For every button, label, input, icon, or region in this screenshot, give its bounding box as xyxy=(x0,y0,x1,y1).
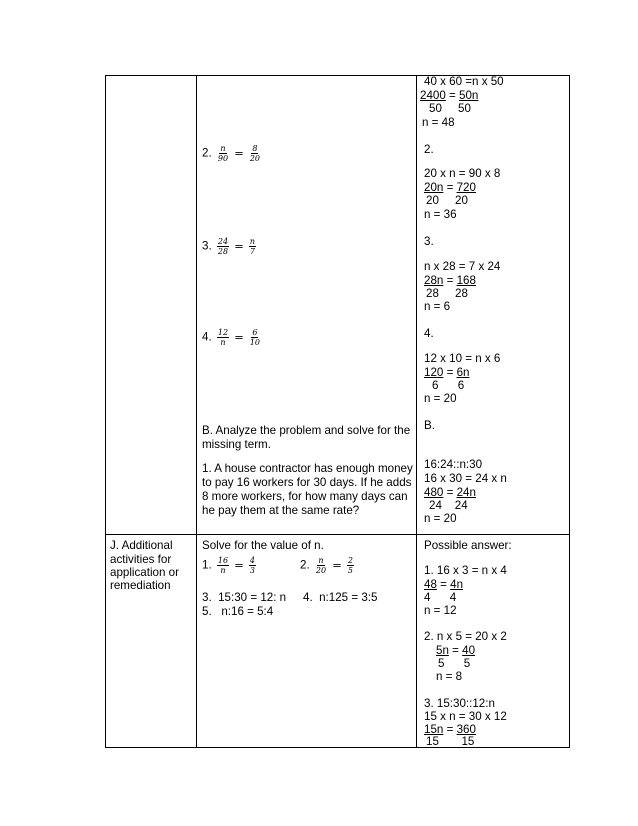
table-left-border xyxy=(105,75,106,748)
problem-2: 2. $\frac{n}{90}$ = $\frac{8}{20}$ xyxy=(202,144,260,163)
activity-2: 2. $\frac{n}{20}$ = $\frac{2}{5}$ xyxy=(300,556,353,575)
activity-1: 1. $\frac{16}{n}$ = $\frac{4}{3}$ xyxy=(202,556,255,575)
column-divider-2 xyxy=(416,75,417,748)
s1-line3: 50 50 xyxy=(429,102,471,115)
r2-line3: 5 5 xyxy=(438,657,471,670)
s2-line3: 20 20 xyxy=(426,194,468,207)
s4-line2: 120 = 6n xyxy=(424,366,470,379)
r2-line1: 2. n x 5 = 20 x 2 xyxy=(424,630,507,643)
s3-line2: 28n = 168 xyxy=(424,274,476,287)
s4-line1: 12 x 10 = n x 6 xyxy=(424,352,501,365)
s4-line3: 6 6 xyxy=(432,379,465,392)
r1-line4: n = 12 xyxy=(424,604,457,617)
s2-line2: 20n = 720 xyxy=(424,181,476,194)
part-b-heading: B. Analyze the problem and solve for the missing term. xyxy=(202,424,411,451)
row-j-label-1: J. Additional xyxy=(110,539,173,552)
table-right-border xyxy=(569,75,570,748)
row-j-label-3: application or xyxy=(110,566,179,579)
sb-label: B. xyxy=(424,419,435,432)
activity-3: 3. 15:30 = 12: n xyxy=(202,591,287,604)
s2-label: 2. xyxy=(424,143,434,156)
s1-line1: 40 x 60 =n x 50 xyxy=(424,75,504,88)
r3-line4: 15 15 xyxy=(426,735,475,748)
activity-5: 5. n:16 = 5:4 xyxy=(202,605,274,618)
sb-line2: 16 x 30 = 24 x n xyxy=(424,472,507,485)
part-b-problem: 1. A house contractor has enough money to pay 16 workers for 30 days. If he adds 8 more workers, for how many days can he pay them at the same rate? xyxy=(202,462,413,517)
r3-line1: 3. 15:30::12:n xyxy=(424,697,495,710)
r3-line2: 15 x n = 30 x 12 xyxy=(424,710,507,723)
s1-line4: n = 48 xyxy=(422,116,455,129)
row-divider xyxy=(105,534,570,535)
s3-line4: n = 6 xyxy=(424,300,451,313)
s2-line4: n = 36 xyxy=(424,208,457,221)
s4-line4: n = 20 xyxy=(424,392,457,405)
activity-4: 4. n:125 = 3:5 xyxy=(303,591,378,604)
answer-heading: Possible answer: xyxy=(424,539,512,552)
sb-line5: n = 20 xyxy=(424,512,457,525)
problem-4: 4. $\frac{12}{n}$ = $\frac{6}{10}$ xyxy=(202,328,260,347)
sb-line3: 480 = 24n xyxy=(424,486,476,499)
r1-line1: 1. 16 x 3 = n x 4 xyxy=(424,564,507,577)
s3-label: 3. xyxy=(424,235,434,248)
row-j-label-2: activities for xyxy=(110,553,172,566)
sb-line4: 24 24 xyxy=(429,499,468,512)
table-bottom-border xyxy=(105,747,570,748)
row-j-instruction: Solve for the value of n. xyxy=(202,539,324,552)
row-j-label-4: remediation xyxy=(110,579,171,592)
r2-line2: 5n = 40 xyxy=(436,644,476,657)
s3-line1: n x 28 = 7 x 24 xyxy=(424,260,501,273)
sb-line1: 16:24::n:30 xyxy=(424,458,483,471)
r1-line3: 4 4 xyxy=(424,591,457,604)
column-divider-1 xyxy=(196,75,197,748)
s1-line2: 2400 = 50n xyxy=(420,89,479,102)
problem-3: 3. $\frac{24}{28}$ = $\frac{n}{7}$ xyxy=(202,237,255,256)
s2-line1: 20 x n = 90 x 8 xyxy=(424,167,501,180)
s3-line3: 28 28 xyxy=(426,287,468,300)
r2-line4: n = 8 xyxy=(436,670,463,683)
r3-line3: 15n = 360 xyxy=(424,723,476,736)
r1-line2: 48 = 4n xyxy=(424,578,464,591)
s4-label: 4. xyxy=(424,327,434,340)
